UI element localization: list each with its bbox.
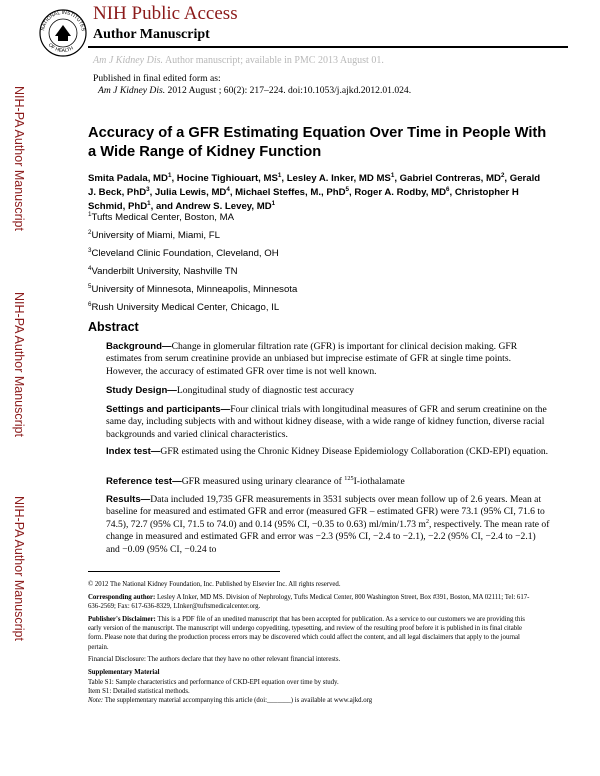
supplementary-table: Table S1: Sample characteristics and performance of CKD-EPI equation over time by study. [88, 679, 339, 686]
article-title: Accuracy of a GFR Estimating Equation Over Time in People With a Wide Range of Kidney Function [88, 125, 547, 160]
svg-text:OF HEALTH: OF HEALTH [46, 42, 75, 55]
svg-text:NATIONAL INSTITUTES: NATIONAL INSTITUTES [40, 9, 86, 32]
affiliation-1: $^1$Tufts Medical Center, Boston, MA [88, 210, 235, 223]
abstract-reference-test: Reference test—GFR measured using urinary clearance of $^{125}$I-iothalamate [106, 474, 405, 487]
abstract-settings: Settings and participants—Four clinical trials with longitudinal measures of GFR and serum creatinine on the same day, including subjects with and without kidney disease, with a wide range of kidney function, diverse racial backgrounds and varied clinical characteristics. [106, 404, 547, 440]
affiliation-2: $^2$University of Miami, Miami, FL [88, 228, 220, 241]
author-list: Smita Padala, $MD^1$, Hocine Tighiouart, $MS^1$, Lesley A. Inker, MD $MS^1$, Gabriel Contreras, $MD^2$, Gerald J. Beck, PhD$^3$, Julia Lewis, $MD^4$, Michael Steffes, M., PhD$^5$, Roger A. Rodby, $MD^6$, Christopher H Schmid, PhD$^1$, and Andrew S. Levey, $MD^1$ [88, 171, 541, 212]
citation-line: Am J Kidney Dis. 2012 August ; 60(2): 217–224. doi:10.1053/j.ajkd.2012.01.024. [98, 85, 412, 96]
supplementary-note: Note: The supplementary material accompanying this article (doi:_______) is available at www.ajkd.org [88, 697, 373, 704]
journal-availability-line: Am J Kidney Dis. Author manuscript; available in PMC 2013 August 01. [93, 55, 384, 66]
banner-title: NIH Public Access [93, 3, 238, 24]
publisher-disclaimer: Publisher's Disclaimer: This is a PDF file of an unedited manuscript that has been accepted for publication. As a service to our customers we are providing this early version of the manuscript. The manuscript will undergo copyediting, typesetting, and review of the resulting proof before it is published in its final citable form. Please note that during the production process errors may be discovered which could affect the content, and all legal disclaimers that apply to the journal pertain. [88, 616, 525, 651]
supplementary-item: Item S1: Detailed statistical methods. [88, 688, 190, 695]
affiliation-6: $^6$Rush University Medical Center, Chicago, IL [88, 300, 280, 313]
abstract-background: Background—Change in glomerular filtration rate (GFR) is important for clinical decision making. GFR estimates from serum creatinine provide an unbiased but imprecise estimate of GFR at single time points. However, the accuracy of estimated GFR over time is not well known. [106, 341, 518, 377]
abstract-results: Results—Data included 19,735 GFR measurements in 3531 subjects over mean follow up of 2.6 years. Mean at baseline for measured and estimated GFR and error (measured GFR – estimated GFR) were 73.1 (95% CI, 71.6 to 74.5), 72.7 (95% CI, 71.5 to 74.0) and 0.14 (95% CI, −0.35 to 0.63) ml/min/1.73 $m^2$, respectively. The mean rate of change in measured and estimated GFR and error was −2.3 (95% CI, −2.4 to −2.1), −2.2 (95% CI, −2.4 to −2.1) and −0.09 (95% CI, −0.24 to [106, 494, 550, 555]
affiliation-4: $^4$Vanderbilt University, Nashville TN [88, 264, 238, 277]
copyright-notice: © 2012 The National Kidney Foundation, Inc. Published by Elsevier Inc. All rights reserved. [88, 581, 341, 588]
banner-subtitle: Author Manuscript [93, 27, 210, 42]
financial-disclosure: Financial Disclosure: The authors declare that they have no other relevant financial interests. [88, 656, 341, 663]
header-rule [88, 46, 568, 48]
published-label: Published in final edited form as: [93, 73, 221, 84]
sidebar-author-manuscript-3: NIH-PA Author Manuscript [12, 496, 26, 641]
abstract-index-test: Index test—GFR estimated using the Chronic Kidney Disease Epidemiology Collaboration (CKD-EPI) equation. [106, 446, 549, 457]
supplementary-heading: Supplementary Material [88, 669, 160, 676]
affiliation-3: $^3$Cleveland Clinic Foundation, Cleveland, OH [88, 246, 279, 259]
sidebar-author-manuscript-1: NIH-PA Author Manuscript [12, 86, 26, 231]
corresponding-author: Corresponding author: Lesley A Inker, MD MS. Division of Nephrology, Tufts Medical Center, 800 Washington Street, Box #391, Boston, MA 02111; Tel: 617-636-2569; Fax: 617-636-8329, LInker@tuftsmedicalcenter.org. [88, 594, 530, 611]
sidebar-author-manuscript-2: NIH-PA Author Manuscript [12, 292, 26, 437]
abstract-study-design: Study Design—Longitudinal study of diagnostic test accuracy [106, 385, 355, 396]
abstract-heading: Abstract [88, 320, 139, 334]
affiliation-5: $^5$University of Minnesota, Minneapolis, Minnesota [88, 282, 298, 295]
footnote-rule [88, 571, 280, 572]
nih-seal-logo [38, 3, 88, 59]
